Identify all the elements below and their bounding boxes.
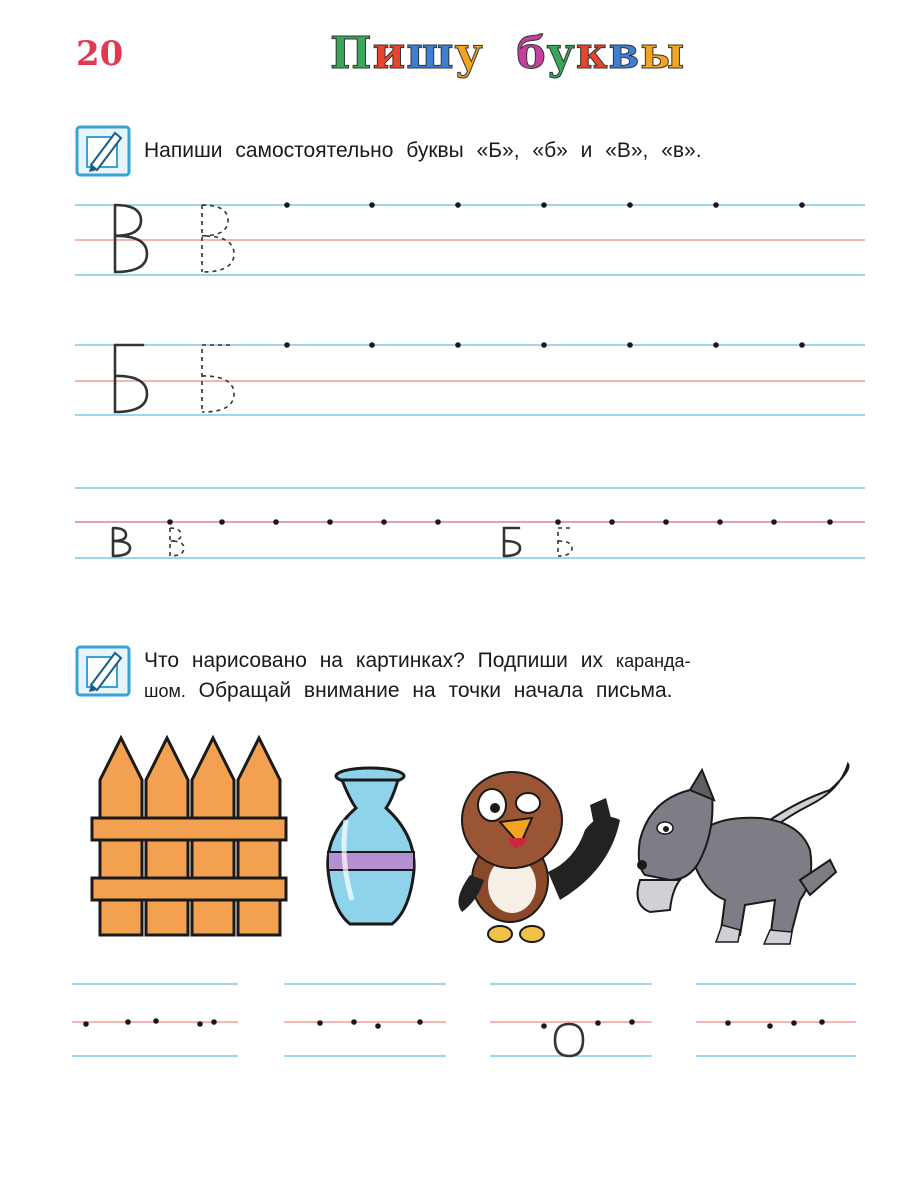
title-letter: ш (406, 28, 455, 79)
task2-instruction-line2-small: шом. (144, 681, 186, 701)
wolf-picture (637, 764, 849, 944)
task1-instruction: Напиши самостоятельно буквы «Б», «б» и «В», «в». (144, 139, 702, 162)
title-letter: и (372, 28, 407, 79)
title-letter: в (608, 28, 641, 79)
task2-instruction-part1: Что нарисовано на картинках? Подпиши их (144, 649, 603, 672)
title-letter: у (546, 28, 576, 79)
owl-picture (458, 772, 620, 942)
title-letter: П (330, 28, 373, 79)
vase-picture (328, 768, 414, 924)
task2-instruction-small: каранда- (615, 651, 691, 671)
title-letter: к (575, 28, 609, 79)
page-number: 20 (76, 34, 124, 74)
task2-instruction-line2: Обращай внимание на точки начала письма. (198, 679, 673, 702)
title-letter: б (516, 28, 547, 79)
fence-picture (92, 738, 286, 935)
title-letter: ы (640, 28, 686, 79)
title-letter: у (454, 28, 484, 79)
